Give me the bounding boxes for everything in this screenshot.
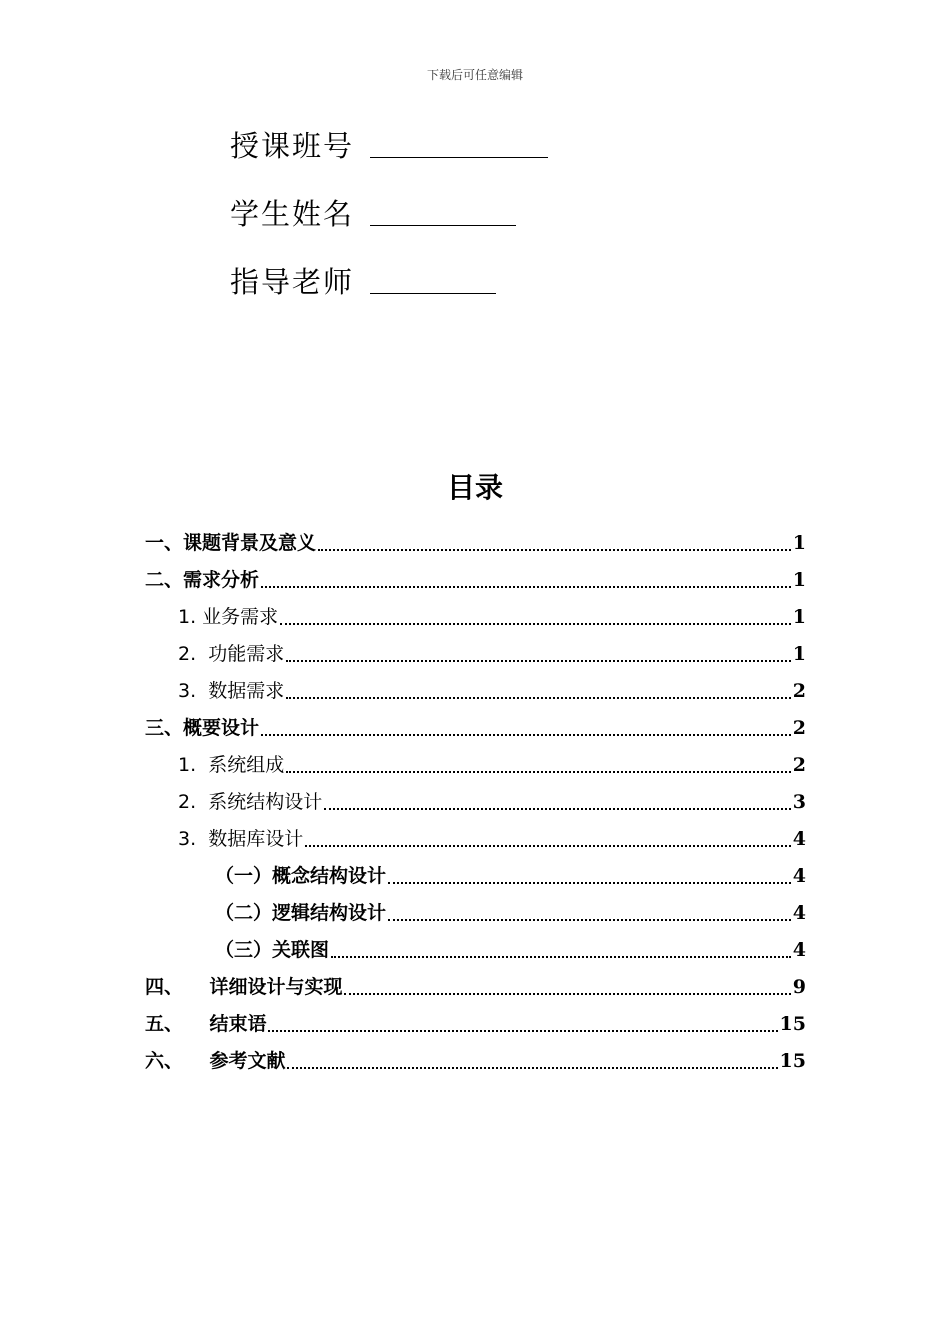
toc-entry[interactable]: 3. 数据库设计 4 [178, 828, 806, 850]
toc-entry[interactable]: 二、需求分析 1 [145, 569, 806, 591]
leader-dots [305, 844, 791, 847]
leader-dots [286, 696, 791, 699]
toc-entry[interactable]: 1. 系统组成 2 [178, 754, 806, 776]
leader-dots [286, 659, 791, 662]
toc-entry[interactable]: 3. 数据需求 2 [178, 680, 806, 702]
field-label: 指导老师 [230, 265, 355, 299]
leader-dots [261, 733, 791, 736]
leader-dots [388, 881, 791, 884]
toc-entry[interactable]: 五、 结束语 15 [145, 1013, 806, 1035]
toc-entry[interactable]: 四、 详细设计与实现 9 [145, 976, 806, 998]
leader-dots [344, 992, 790, 995]
blank-underline [370, 292, 496, 294]
leader-dots [261, 585, 791, 588]
leader-dots [331, 955, 791, 958]
toc-entry[interactable]: 2. 功能需求 1 [178, 643, 806, 665]
leader-dots [287, 1066, 777, 1069]
field-label: 授课班号 [230, 129, 355, 163]
leader-dots [280, 622, 791, 625]
leader-dots [388, 918, 791, 921]
blank-underline [370, 156, 548, 158]
field-class-number [230, 126, 548, 166]
field-advisor [230, 262, 496, 302]
toc-entry[interactable]: 三、概要设计 2 [145, 717, 806, 739]
leader-dots [268, 1029, 777, 1032]
toc-title: 目录 [446, 471, 503, 504]
toc-entry[interactable]: 1. 业务需求 1 [178, 606, 806, 628]
field-label: 学生姓名 [230, 197, 355, 231]
toc-entry[interactable]: （一）概念结构设计 4 [215, 865, 806, 887]
header-note: 下载后可任意编辑 [426, 68, 523, 82]
leader-dots [324, 807, 791, 810]
toc-entry[interactable]: 一、课题背景及意义 1 [145, 532, 806, 554]
toc-entry[interactable]: （三）关联图 4 [215, 939, 806, 961]
leader-dots [318, 548, 791, 551]
field-student-name [230, 194, 516, 234]
leader-dots [286, 770, 791, 773]
toc-entry[interactable]: 2. 系统结构设计 3 [178, 791, 806, 813]
toc-entry[interactable]: 六、 参考文献 15 [145, 1050, 806, 1072]
blank-underline [370, 224, 516, 226]
toc-entry[interactable]: （二）逻辑结构设计 4 [215, 902, 806, 924]
